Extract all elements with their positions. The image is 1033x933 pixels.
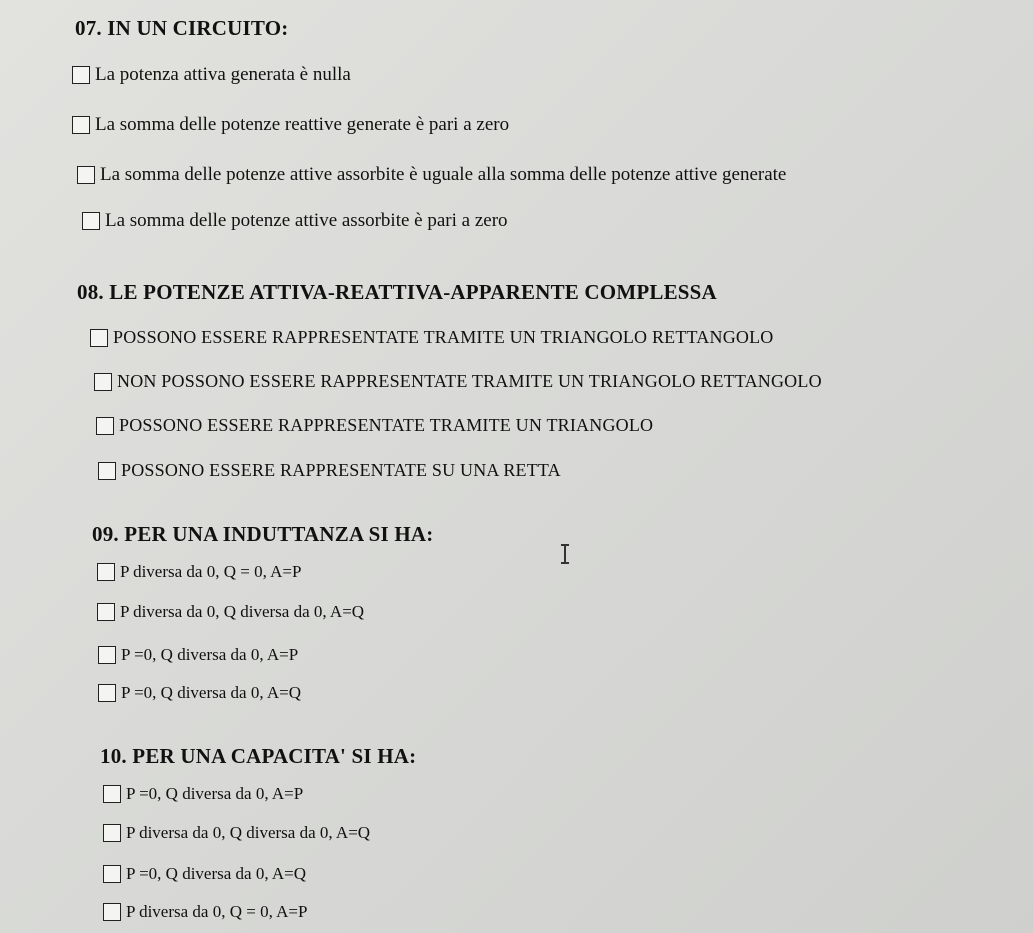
option-08-c[interactable] bbox=[96, 415, 653, 436]
option-07-b[interactable] bbox=[72, 114, 509, 136]
option-label: P =0, Q diversa da 0, A=P bbox=[121, 645, 299, 664]
option-09-b[interactable] bbox=[97, 602, 364, 622]
checkbox[interactable] bbox=[72, 66, 90, 84]
option-10-b[interactable] bbox=[103, 823, 370, 843]
checkbox[interactable] bbox=[97, 603, 115, 621]
checkbox[interactable] bbox=[103, 824, 121, 842]
option-10-d[interactable] bbox=[103, 902, 307, 922]
option-label: P =0, Q diversa da 0, A=Q bbox=[126, 864, 307, 883]
option-label: P diversa da 0, Q diversa da 0, A=Q bbox=[120, 602, 365, 621]
option-label: La somma delle potenze reattive generate è pari a zero bbox=[95, 114, 510, 135]
text-cursor-icon bbox=[560, 543, 570, 565]
option-08-a[interactable] bbox=[90, 327, 773, 348]
option-label: POSSONO ESSERE RAPPRESENTATE SU UNA RETTA bbox=[121, 460, 561, 480]
option-label: P diversa da 0, Q diversa da 0, A=Q bbox=[126, 823, 371, 842]
checkbox[interactable] bbox=[103, 865, 121, 883]
option-07-c[interactable] bbox=[77, 164, 786, 186]
option-label: P =0, Q diversa da 0, A=Q bbox=[121, 683, 302, 702]
option-label: P diversa da 0, Q = 0, A=P bbox=[126, 902, 308, 921]
option-label: La somma delle potenze attive assorbite è pari a zero bbox=[105, 210, 508, 231]
checkbox[interactable] bbox=[94, 373, 112, 391]
question-title: 07. IN UN CIRCUITO: bbox=[75, 16, 289, 40]
option-label: P =0, Q diversa da 0, A=P bbox=[126, 784, 304, 803]
option-label: La potenza attiva generata è nulla bbox=[95, 64, 351, 85]
question-title: 09. PER UNA INDUTTANZA SI HA: bbox=[92, 522, 434, 546]
option-09-a[interactable] bbox=[97, 562, 301, 582]
option-08-b[interactable] bbox=[94, 371, 822, 392]
checkbox[interactable] bbox=[97, 563, 115, 581]
option-07-d[interactable] bbox=[82, 210, 508, 232]
checkbox[interactable] bbox=[82, 212, 100, 230]
option-label: POSSONO ESSERE RAPPRESENTATE TRAMITE UN TRIANGOLO bbox=[119, 415, 654, 435]
checkbox[interactable] bbox=[90, 329, 108, 347]
option-label: La somma delle potenze attive assorbite è uguale alla somma delle potenze attive generate bbox=[100, 164, 787, 185]
question-title: 10. PER UNA CAPACITA' SI HA: bbox=[100, 744, 417, 768]
checkbox[interactable] bbox=[98, 462, 116, 480]
option-label: NON POSSONO ESSERE RAPPRESENTATE TRAMITE UN TRIANGOLO RETTANGOLO bbox=[117, 371, 822, 391]
option-10-c[interactable] bbox=[103, 864, 306, 884]
option-09-d[interactable] bbox=[98, 683, 301, 703]
option-label: P diversa da 0, Q = 0, A=P bbox=[120, 562, 302, 581]
checkbox[interactable] bbox=[98, 684, 116, 702]
checkbox[interactable] bbox=[103, 903, 121, 921]
checkbox[interactable] bbox=[96, 417, 114, 435]
option-09-c[interactable] bbox=[98, 645, 298, 665]
checkbox[interactable] bbox=[77, 166, 95, 184]
checkbox[interactable] bbox=[103, 785, 121, 803]
checkbox[interactable] bbox=[72, 116, 90, 134]
checkbox[interactable] bbox=[98, 646, 116, 664]
question-title: 08. LE POTENZE ATTIVA-REATTIVA-APPARENTE COMPLESSA bbox=[77, 280, 717, 304]
option-label: POSSONO ESSERE RAPPRESENTATE TRAMITE UN TRIANGOLO RETTANGOLO bbox=[113, 327, 774, 347]
option-08-d[interactable] bbox=[98, 460, 561, 481]
option-10-a[interactable] bbox=[103, 784, 303, 804]
option-07-a[interactable] bbox=[72, 64, 351, 86]
